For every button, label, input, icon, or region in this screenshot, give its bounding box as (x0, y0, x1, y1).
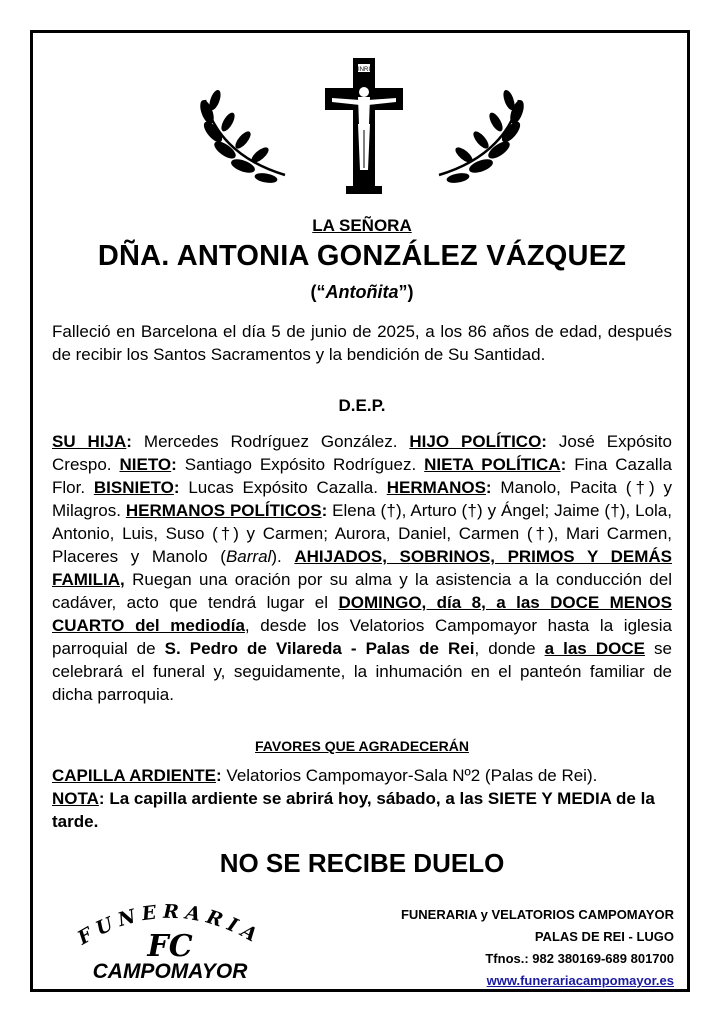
ceremony-when: DOMINGO, día 8, a las DOCE MENOS CUARTO del mediodía (52, 593, 672, 635)
nota-value: La capilla ardiente se abrirá hoy, sábado, a las SIETE Y MEDIA de la tarde. (52, 789, 655, 831)
capilla-line (52, 764, 672, 787)
website-link[interactable]: www.funerariacampomayor.es (486, 973, 674, 988)
nickname-close: ”) (398, 282, 414, 302)
capilla-and-nota (52, 764, 672, 833)
colon: : (171, 455, 177, 474)
ceremony-text-b: , desde los Velatorios Campomayor hasta la iglesia parroquial de (52, 616, 672, 658)
hijo-politico-label: HIJO POLÍTICO (409, 432, 542, 451)
dep-label: D.E.P. (338, 396, 386, 415)
colon: : (560, 455, 567, 474)
death-announcement: Falleció en Barcelona el día 5 de junio de 2025, a los 86 años de edad, después de recibir los Santos Sacramentos y la bendición de Su Santidad. (52, 322, 672, 364)
contact-phones: Tfnos.: 982 380169-689 801700 (485, 951, 674, 966)
family-and-ceremony: SU HIJA: Mercedes Rodríguez González. HIJO POLÍTICO: José Expósito Crespo. NIETO: Santiago Expósito Rodríguez. NIETA POLÍTICA: Fina Cazalla Flor. BISNIETO: Lucas Expósito Cazalla. HERMANOS: Manolo, Pacita (†) y Milagros. HERMANOS POLÍTICOS: Elena (†), Arturo (†) y Ángel; Jaime (†), Lola, Antonio, Luis, Suso (†) y Carmen; Aurora, Daniel, Carmen (†), Mari Carmen, Placeres y Manolo (Barral). AHIJADOS, SOBRINOS, PRIMOS Y DEMÁS FAMILIA, Ruegan una oración por su alma y la asistencia a la conducción del cadáver, acto que tendrá lugar el DOMINGO, día 8, a las DOCE MENOS CUARTO del mediodía, desde los Velatorios Campomayor hasta la iglesia parroquial de S. Pedro de Vilareda - Palas de Rei, donde a las DOCE se celebrará el funeral y, seguidamente, la inhumación en el panteón familiar de dicha parroquia. (52, 432, 673, 704)
hermanos-politicos-label: HERMANOS POLÍTICOS (125, 501, 322, 520)
crucifix-icon (325, 58, 403, 194)
colon: : (173, 478, 180, 497)
nota-line (52, 787, 672, 833)
hermanos-politicos-end: ). (271, 547, 282, 566)
colon: : (98, 789, 105, 808)
bisnieto-label: BISNIETO (93, 478, 174, 497)
header-artwork (0, 0, 724, 210)
ceremony-church: S. Pedro de Vilareda - Palas de Rei (164, 639, 475, 658)
bisnieto-value: Lucas Expósito Cazalla. (188, 478, 378, 497)
ceremony-text-a: Ruegan una oración por su alma y la asistencia a la conducción del cadáver, acto que tendrá lugar el (52, 570, 672, 612)
hermanos-value: Manolo, Pacita (†) y Milagros. (52, 478, 672, 520)
ceremony-text-d: se celebrará el funeral y, seguidamente, la inhumación en el panteón familiar de dicha parroquia. (52, 639, 672, 704)
nieta-politica-value: Fina Cazalla Flor. (52, 455, 672, 497)
colon: : (126, 432, 132, 451)
hermanos-politicos-value: Elena (†), Arturo (†) y Ángel; Jaime (†), Lola, Antonio, Luis, Suso (†) y Carmen; Aurora, Daniel, Carmen (†), Mari Carmen, Placeres y Manolo ( (52, 501, 672, 566)
nieta-politica-label: NIETA POLÍTICA (424, 455, 561, 474)
colon: : (485, 478, 492, 497)
contact-block (401, 904, 674, 992)
nota-label: NOTA (52, 789, 99, 808)
contact-company: FUNERARIA y VELATORIOS CAMPOMAYOR (400, 907, 674, 922)
colon: : (541, 432, 547, 451)
demas-familia: AHIJADOS, SOBRINOS, PRIMOS Y DEMÁS FAMILIA (52, 547, 673, 589)
inri-plaque: INRI (358, 67, 370, 73)
nieto-label: NIETO (119, 455, 172, 474)
capilla-label: CAPILLA ARDIENTE (52, 766, 217, 785)
nickname (0, 282, 724, 303)
logo-arc-text: FUNERARIA (73, 900, 266, 950)
title-prefix: LA SEÑORA (312, 216, 412, 235)
contact-location: PALAS DE REI - LUGO (534, 929, 674, 944)
nickname-text: Antoñita (325, 282, 399, 302)
deceased-name: DÑA. ANTONIA GONZÁLEZ VÁZQUEZ (97, 240, 627, 272)
hermanos-label: HERMANOS (386, 478, 486, 497)
colon: : (321, 501, 328, 520)
logo-brand: CAMPOMAYOR (92, 960, 248, 983)
funeraria-logo (50, 894, 290, 986)
capilla-value: Velatorios Campomayor-Sala Nº2 (Palas de Rei). (226, 766, 598, 785)
right-laurel-icon (439, 89, 526, 184)
nieto-value: Santiago Expósito Rodríguez. (184, 455, 417, 474)
favores-label: FAVORES QUE AGRADECERÁN (255, 738, 469, 754)
hermanos-politicos-italic: Barral (225, 547, 272, 566)
ceremony-text-c: , donde (474, 639, 545, 658)
hija-value: Mercedes Rodríguez González. (143, 432, 398, 451)
ceremony-time: a las DOCE (544, 639, 645, 658)
no-duelo-notice: NO SE RECIBE DUELO (219, 848, 505, 878)
left-laurel-icon (198, 89, 285, 184)
hijo-politico-value: José Expósito Crespo. (52, 432, 672, 474)
logo-monogram: FC (147, 929, 193, 964)
colon: : (216, 766, 222, 785)
nickname-open: (“ (310, 282, 326, 302)
hija-label: SU HIJA (52, 432, 127, 451)
